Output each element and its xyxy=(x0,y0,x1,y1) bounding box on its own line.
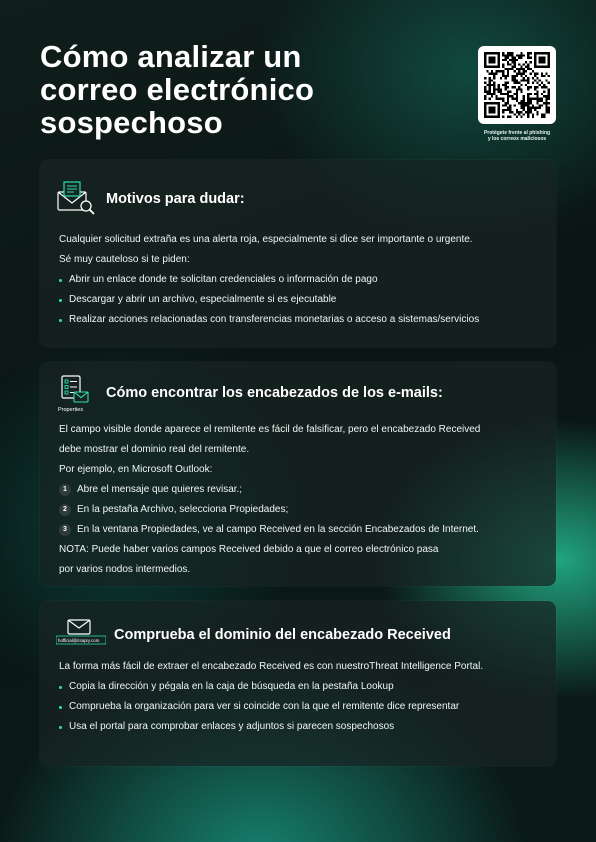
body-line: El campo visible donde aparece el remitente es fácil de falsificar, pero el encabezado Received xyxy=(59,424,481,435)
icon-label: Properties xyxy=(58,407,84,413)
step-number: 3 xyxy=(59,524,71,536)
qr-caption xyxy=(472,130,562,142)
title-line: Cómo analizar un xyxy=(40,39,302,74)
page-title xyxy=(40,40,314,139)
qr-code[interactable] xyxy=(478,46,556,124)
envelope-magnifier-icon xyxy=(56,178,98,220)
check-domain-card xyxy=(40,601,556,766)
card-title: Cómo encontrar los encabezados de los e-mails: xyxy=(106,385,443,401)
qr-caption-line: Protégete frente al phishing xyxy=(483,130,551,136)
note-line: por varios nodos intermedios. xyxy=(59,564,191,575)
body-line: La forma más fácil de extraer el encabezado Received es con nuestroThreat Intelligence Portal. xyxy=(59,661,484,672)
note-line: NOTA: Puede haber varios campos Received debido a que el correo electrónico pasa xyxy=(59,544,439,555)
list-item: Copia la dirección y pégala en la caja de búsqueda en la pestaña Lookup xyxy=(59,677,546,697)
step-text: En la pestaña Archivo, selecciona Propiedades; xyxy=(77,504,289,515)
bullet-list xyxy=(59,270,546,330)
title-line: sospechoso xyxy=(40,105,223,140)
step-item xyxy=(59,520,546,540)
list-item: Comprueba la organización para ver si coincide con la que el remitente dice representar xyxy=(59,697,546,717)
title-line: correo electrónico xyxy=(40,72,315,107)
step-text: En la ventana Propiedades, ve al campo Received en la sección Encabezados de Internet. xyxy=(77,524,479,535)
step-text: Abre el mensaje que quieres revisar.; xyxy=(77,484,243,495)
step-item xyxy=(59,480,546,500)
card-body xyxy=(59,420,546,580)
find-headers-card xyxy=(40,362,556,586)
card-header xyxy=(56,178,245,220)
email-address-icon xyxy=(56,614,106,656)
list-item: Usa el portal para comprobar enlaces y adjuntos si parecen sospechosos xyxy=(59,717,546,737)
step-item xyxy=(59,500,546,520)
reasons-to-doubt-card xyxy=(40,160,556,347)
card-title: Motivos para dudar: xyxy=(106,191,245,207)
step-list xyxy=(59,480,546,540)
body-line: debe mostrar el dominio real del remitente. xyxy=(59,444,250,455)
card-title: Comprueba el dominio del encabezado Received xyxy=(114,627,451,643)
qr-code-icon xyxy=(484,52,550,118)
card-header xyxy=(56,614,451,656)
list-item: Abrir un enlace donde te solicitan credenciales o información de pago xyxy=(59,270,546,290)
body-line: Por ejemplo, en Microsoft Outlook: xyxy=(59,464,213,475)
icon-label: hofficial@itsapry.com xyxy=(58,638,100,643)
list-item: Descargar y abrir un archivo, especialmente si es ejecutable xyxy=(59,290,546,310)
card-body xyxy=(59,657,546,737)
step-number: 1 xyxy=(59,484,71,496)
step-number: 2 xyxy=(59,504,71,516)
card-body xyxy=(59,230,546,330)
list-item: Realizar acciones relacionadas con transferencias monetarias o acceso a sistemas/servicios xyxy=(59,310,546,330)
qr-caption-line: y los correos maliciosos xyxy=(487,136,547,142)
body-line: Sé muy cauteloso si te piden: xyxy=(59,254,190,265)
body-line: Cualquier solicitud extraña es una alerta roja, especialmente si dice ser importante o urgente. xyxy=(59,234,473,245)
card-header xyxy=(56,372,443,414)
properties-icon xyxy=(56,372,98,414)
bullet-list xyxy=(59,677,546,737)
